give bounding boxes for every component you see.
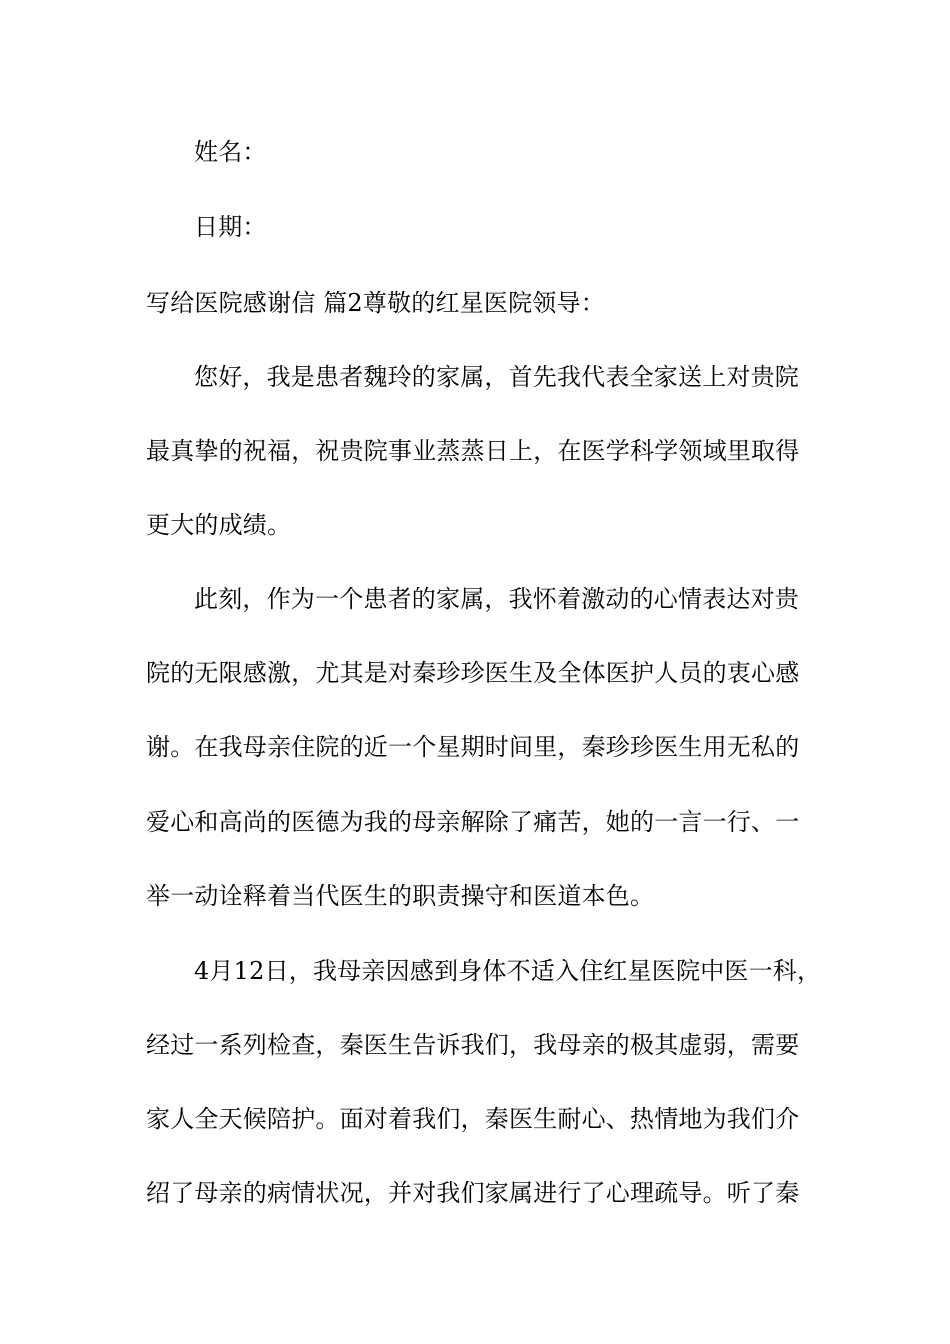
paragraph-line: 爱心和高尚的医德为我的母亲解除了痛苦，她的一言一行、一 — [146, 808, 800, 836]
paragraph-line: 4月12日，我母亲因感到身体不适入住红星医院中医一科， — [194, 957, 822, 985]
paragraph-line: 家人全天候陪护。面对着我们，秦医生耐心、热情地为我们介 — [146, 1105, 800, 1133]
date-field-label: 日期： — [194, 213, 267, 241]
paragraph-line: 经过一系列检查，秦医生告诉我们，我母亲的极其虚弱，需要 — [146, 1031, 800, 1059]
paragraph-line: 最真挚的祝福，祝贵院事业蒸蒸日上，在医学科学领域里取得 — [146, 437, 800, 465]
paragraph-line: 更大的成绩。 — [146, 511, 292, 539]
paragraph-line: 绍了母亲的病情状况，并对我们家属进行了心理疏导。听了秦 — [146, 1179, 800, 1207]
paragraph-line: 举一动诠释着当代医生的职责操守和医道本色。 — [146, 882, 655, 910]
paragraph-line: 此刻，作为一个患者的家属，我怀着激动的心情表达对贵 — [194, 585, 799, 613]
paragraph-line: 院的无限感激，尤其是对秦珍珍医生及全体医护人员的衷心感 — [146, 659, 800, 687]
letter-heading: 写给医院感谢信 篇2尊敬的红星医院领导： — [146, 289, 605, 317]
name-field-label: 姓名： — [194, 138, 267, 166]
paragraph-line: 谢。在我母亲住院的近一个星期时间里，秦珍珍医生用无私的 — [146, 733, 800, 761]
paragraph-line: 您好，我是患者魏玲的家属，首先我代表全家送上对贵院 — [194, 363, 799, 391]
